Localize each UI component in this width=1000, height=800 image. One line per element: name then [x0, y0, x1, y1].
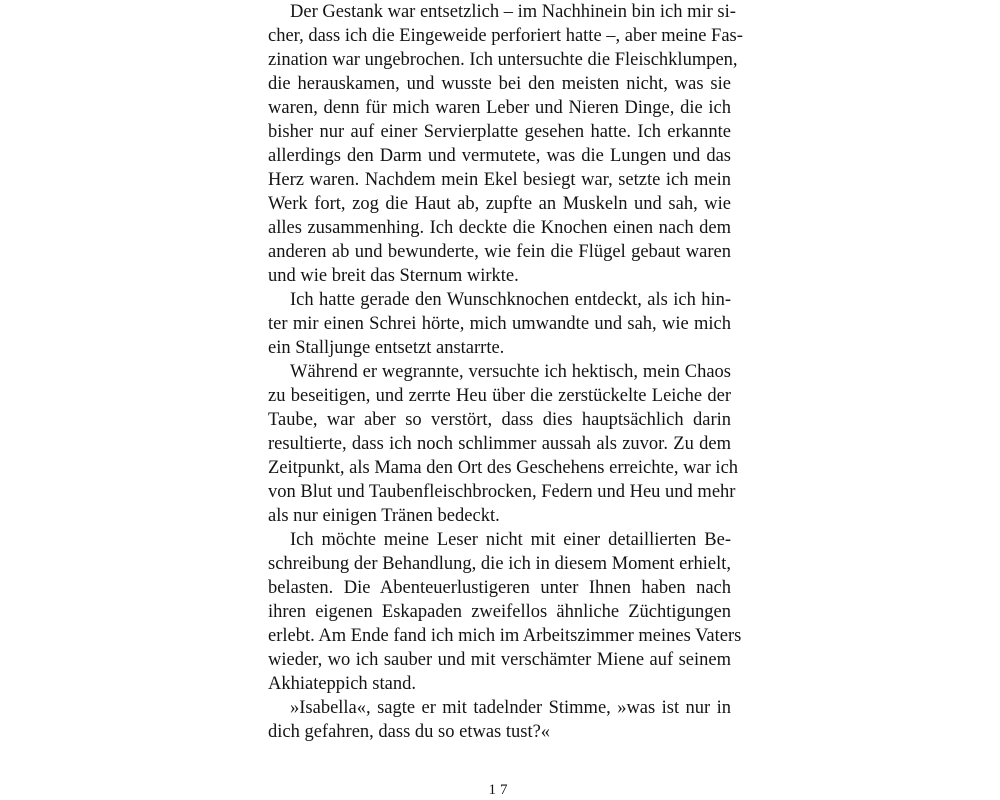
text-line: Taube, war aber so verstört, dass dies hauptsächlich darin [268, 410, 731, 430]
text-line: zination war ungebrochen. Ich untersuchte die Fleischklumpen, [268, 50, 738, 70]
text-line: »Isabella«, sagte er mit tadelnder Stimme, »was ist nur in [290, 698, 731, 718]
text-line: bisher nur auf einer Servierplatte gesehen hatte. Ich erkannte [268, 122, 731, 142]
text-line: schreibung der Behandlung, die ich in diesem Moment erhielt, [268, 554, 731, 574]
text-line: Ich hatte gerade den Wunschknochen entdeckt, als ich hin- [290, 290, 731, 310]
text-line: und wie breit das Sternum wirkte. [268, 266, 519, 286]
text-line: anderen ab und bewunderte, wie fein die Flügel gebaut waren [268, 242, 731, 262]
text-line: wieder, wo ich sauber und mit verschämter Miene auf seinem [268, 650, 731, 670]
text-line: ihren eigenen Eskapaden zweifellos ähnliche Züchtigungen [268, 602, 731, 622]
text-line: ein Stalljunge entsetzt anstarrte. [268, 338, 505, 358]
text-line: alles zusammenhing. Ich deckte die Knochen einen nach dem [268, 218, 731, 238]
text-line: erlebt. Am Ende fand ich mich im Arbeitszimmer meines Vaters [268, 626, 742, 646]
text-line: dich gefahren, dass du so etwas tust?« [268, 722, 551, 742]
page-number: 17 [488, 782, 512, 798]
text-line: Werk fort, zog die Haut ab, zupfte an Muskeln und sah, wie [268, 194, 731, 214]
text-line: Ich möchte meine Leser nicht mit einer detaillierten Be- [290, 530, 731, 550]
text-line: Zeitpunkt, als Mama den Ort des Geschehens erreichte, war ich [268, 458, 739, 478]
text-line: Herz waren. Nachdem mein Ekel besiegt war, setzte ich mein [268, 170, 731, 190]
text-line: belasten. Die Abenteuerlustigeren unter Ihnen haben nach [268, 578, 731, 598]
text-line: die herauskamen, und wusste bei den meisten nicht, was sie [268, 74, 731, 94]
text-line: zu beseitigen, und zerrte Heu über die zerstückelte Leiche der [268, 386, 731, 406]
text-line: resultierte, dass ich noch schlimmer aussah als zuvor. Zu dem [268, 434, 731, 454]
text-line: als nur einigen Tränen bedeckt. [268, 506, 500, 526]
text-line: Der Gestank war entsetzlich – im Nachhinein bin ich mir si- [290, 2, 736, 22]
text-line: ter mir einen Schrei hörte, mich umwandte und sah, wie mich [268, 314, 731, 334]
text-line: Akhiateppich stand. [268, 674, 416, 694]
text-line: waren, denn für mich waren Leber und Nieren Dinge, die ich [268, 98, 731, 118]
text-line: Während er wegrannte, versuchte ich hektisch, mein Chaos [290, 362, 731, 382]
text-line: von Blut und Taubenfleischbrocken, Federn und Heu und mehr [268, 482, 736, 502]
text-line: allerdings den Darm und vermutete, was die Lungen und das [268, 146, 731, 166]
text-line: cher, dass ich die Eingeweide perforiert hatte –, aber meine Fas- [268, 26, 743, 46]
